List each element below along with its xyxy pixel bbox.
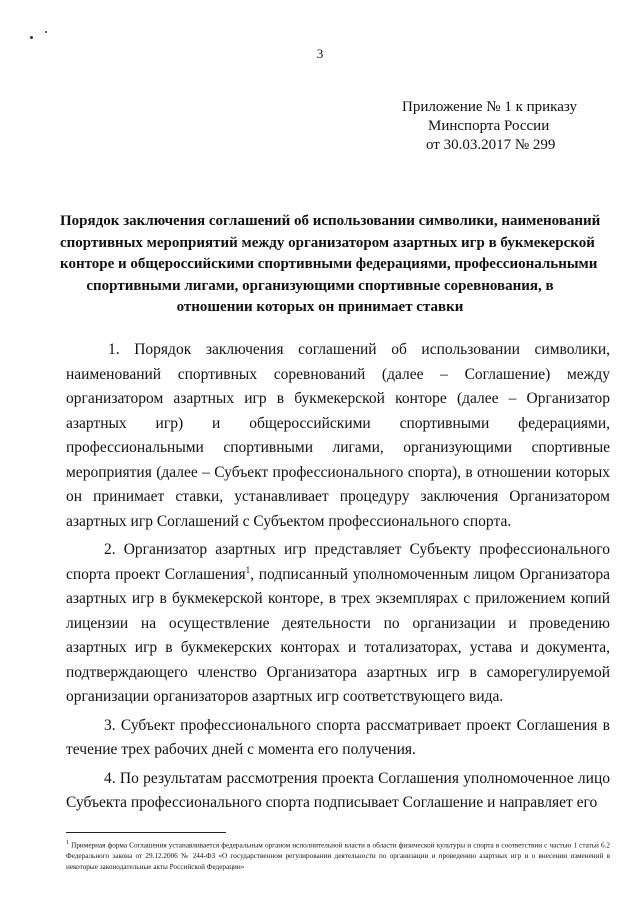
- title-line-1: Порядок заключения соглашений об использовании символики, наименований: [60, 213, 601, 229]
- paragraph-2-part-2: , подписанный уполномоченным лицом Организатора азартных игр в букмекерской конторе, в трех экземплярах с приложением копий лицензии на осуществление деятельности по организации и проведению азартных игр в букмекерских конторах и тотализаторах, устава и документа, подтверждающего членство Организатора азартных игр в саморегулируемой организации организаторов азартных игр соответствующего вида.: [66, 565, 611, 705]
- scan-speck: [30, 36, 33, 39]
- footnote-marker: 1: [66, 840, 69, 846]
- paragraph-4: 4. По результатам рассмотрения проекта Соглашения уполномоченное лицо Субъекта профессионального спорта подписывает Соглашение и направляет его: [66, 769, 610, 811]
- page-number: 3: [316, 46, 324, 61]
- title-line-4: спортивными лигами, организующими спортивные соревнования, в: [86, 277, 554, 294]
- footnote-reference: 1: [245, 564, 251, 575]
- footnote-text: Примерная форма Соглашения устанавливается федеральным органом исполнительной власти в области физической культуры и спорта в соответствии с частью 1 статьи 6.2 Федерального закона от 29.12.2006 № 244-ФЗ «О государственном регулировании деятельности по организации и проведению азартных игр и о внесении изменений в некоторые законодательные акты Российской Федерации»: [66, 841, 610, 872]
- document-title: [60, 211, 601, 319]
- scan-speck: [45, 31, 47, 33]
- appendix-header: [402, 98, 602, 155]
- appendix-line-3: от 30.03.2017 № 299: [426, 137, 556, 153]
- document-body: [66, 338, 610, 820]
- footnote-separator: [66, 832, 226, 833]
- paragraph-2-part-1: 2. Организатор азартных игр представляет Субъекту профессионального спорта проект Соглашения: [66, 541, 610, 583]
- appendix-line-2: Минспорта России: [428, 118, 550, 134]
- title-line-3: конторе и общероссийскими спортивными федерациями, профессиональными: [60, 256, 598, 273]
- paragraph-2: [66, 538, 610, 710]
- title-line-5: отношении которых он принимает ставки: [176, 299, 464, 316]
- paragraph-3: 3. Субъект профессионального спорта рассматривает проект Соглашения в течение трех рабочих дней с момента его получения.: [66, 716, 610, 758]
- paragraph-1: 1. Порядок заключения соглашений об использовании символики, наименований спортивных соревнований (далее – Соглашение) между организатором азартных игр в букмекерской конторе (далее – Организатор азартных игр) и общероссийскими спортивными федерациями, профессиональными спортивными лигами, организующими спортивные мероприятия (далее – Субъект профессионального спорта), в отношении которых он принимает ставки, устанавливает процедуру заключения Организатором азартных игр Соглашений с Субъектом профессионального спорта.: [66, 341, 610, 530]
- footnote: [66, 838, 610, 873]
- appendix-line-1: Приложение № 1 к приказу: [402, 99, 577, 115]
- title-line-2: спортивных мероприятий между организатором азартных игр в букмекерской: [60, 234, 595, 251]
